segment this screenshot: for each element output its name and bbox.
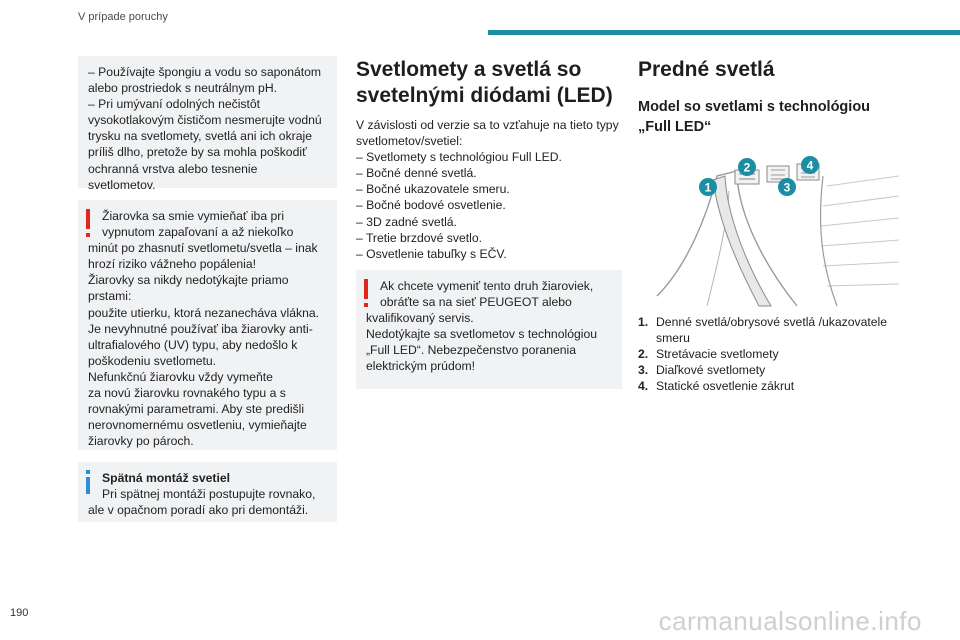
warning-line: rovnakými parametrami. Aby ste predišli — [88, 402, 305, 417]
warning-line: obráťte sa na sieť PEUGEOT alebo — [380, 294, 572, 309]
legend-number: 1. — [638, 315, 649, 329]
legend-number: 2. — [638, 347, 649, 362]
legend — [638, 314, 918, 394]
led-section-title — [356, 57, 622, 109]
watermark: carmanualsonline.info — [658, 606, 922, 636]
legend-text: Stretávacie svetlomety — [656, 347, 779, 362]
list-item: – Bočné bodové osvetlenie. — [356, 198, 506, 213]
headlight-illustration — [647, 146, 899, 308]
warning-line: žiarovky po pároch. — [88, 434, 194, 449]
warning-line: ultrafialového (UV) typu, aby nedošlo k — [88, 337, 298, 352]
info-line: ale v opačnom poradí ako pri demontáži. — [88, 503, 309, 518]
warning-line: Je nevyhnutné používať iba žiarovky anti- — [88, 321, 313, 336]
svg-text:4: 4 — [806, 158, 814, 173]
warning-line: Nedotýkajte sa svetlometov s technológiou — [366, 327, 598, 342]
warning-icon — [364, 279, 368, 299]
header-accent-bar — [488, 30, 960, 35]
led-intro — [356, 117, 622, 149]
bulb-warning-box — [78, 200, 337, 450]
title-line: Svetlomety a svetlá so — [356, 58, 582, 81]
warning-line: vypnutom zapaľovaní a až niekoľko — [102, 225, 294, 240]
warning-line: minút po zhasnutí svetlometu/svetla – inak — [88, 241, 318, 256]
cleaning-line: trysku na svetlomety, svetlá ani ich okraje — [88, 129, 312, 144]
intro-line: V závislosti od verzie sa to vzťahuje na tieto typy — [356, 118, 619, 132]
warning-icon — [86, 209, 90, 229]
warning-line: Žiarovka sa smie vymieňať iba pri — [102, 209, 285, 223]
legend-number: 3. — [638, 363, 649, 378]
legend-item — [638, 314, 918, 346]
legend-text: smeru — [656, 331, 690, 346]
info-icon — [86, 470, 90, 492]
middle-column — [356, 57, 622, 389]
cleaning-line: alebo prostriedok s neutrálnym pH. — [88, 81, 278, 96]
info-line: Pri spätnej montáži postupujte rovnako, — [102, 487, 316, 502]
warning-line: za novú žiarovku rovnakého typu a s — [88, 386, 286, 401]
warning-line: kvalifikovaný servis. — [366, 311, 474, 326]
cleaning-line: vysokotlakovým čističom nesmerujte vodnú — [88, 113, 322, 128]
cleaning-line: – Používajte špongiu a vodu so saponátom — [88, 65, 322, 79]
info-title: Spätná montáž svetiel — [102, 471, 231, 485]
warning-line: použite utierku, ktorá nezanecháva vlákna. — [88, 305, 320, 320]
warning-line: „Full LED“. Nebezpečenstvo poranenia — [366, 343, 577, 358]
list-item: – Bočné denné svetlá. — [356, 166, 477, 181]
front-lights-title: Predné svetlá — [638, 58, 775, 81]
cleaning-line: – Pri umývaní odolných nečistôt — [88, 97, 261, 112]
subtitle-line: Model so svetlami s technológiou — [638, 99, 871, 115]
legend-item — [638, 378, 918, 394]
warning-line: hrozí riziko vážneho popálenia! — [88, 257, 257, 272]
cleaning-line: príliš dlho, pretože by sa mohla poškodiť — [88, 145, 307, 160]
cleaning-line: ochranná vrstva alebo tesnenie svetlometov. — [88, 161, 258, 192]
list-item: – Tretie brzdové svetlo. — [356, 230, 482, 245]
right-column — [638, 57, 908, 137]
svg-text:1: 1 — [704, 180, 712, 195]
intro-line: svetlometov/svetiel: — [356, 134, 463, 149]
full-led-subtitle — [638, 97, 908, 137]
warning-line: Žiarovky sa nikdy nedotýkajte priamo prstami: — [88, 273, 289, 304]
legend-text: Diaľkové svetlomety — [656, 363, 766, 378]
page-number: 190 — [10, 607, 29, 619]
info-box — [78, 462, 337, 522]
callout-4 — [801, 156, 819, 174]
svg-text:2: 2 — [743, 160, 751, 175]
led-list — [356, 149, 622, 262]
cleaning-box — [78, 56, 337, 192]
led-warning-box — [356, 270, 622, 389]
warning-line: nerovnomernému osvetleniu, vymieňajte — [88, 418, 307, 433]
legend-item — [638, 362, 918, 378]
legend-item — [638, 346, 918, 362]
list-item: – Bočné ukazovatele smeru. — [356, 182, 510, 197]
legend-text: Denné svetlá/obrysové svetlá /ukazovatele — [656, 315, 888, 329]
header-title: V prípade poruchy — [78, 11, 168, 23]
left-column — [78, 56, 337, 522]
legend-number: 4. — [638, 379, 649, 394]
warning-line: elektrickým prúdom! — [366, 359, 476, 374]
callout-3 — [778, 178, 796, 196]
callout-1 — [699, 178, 717, 196]
warning-line: poškodeniu svetlometu. — [88, 353, 217, 368]
svg-text:3: 3 — [783, 180, 791, 195]
title-line: svetelnými diódami (LED) — [356, 84, 613, 107]
warning-line: Nefunkčnú žiarovku vždy vymeňte — [88, 369, 273, 384]
legend-text: Statické osvetlenie zákrut — [656, 379, 795, 394]
list-item: – Svetlomety s technológiou Full LED. — [356, 150, 562, 165]
callout-2 — [738, 158, 756, 176]
subtitle-line: „Full LED“ — [638, 119, 712, 135]
list-item: – 3D zadné svetlá. — [356, 214, 457, 229]
warning-line: Ak chcete vymeniť tento druh žiaroviek, — [380, 278, 594, 293]
list-item: – Osvetlenie tabuľky s EČV. — [356, 246, 507, 261]
